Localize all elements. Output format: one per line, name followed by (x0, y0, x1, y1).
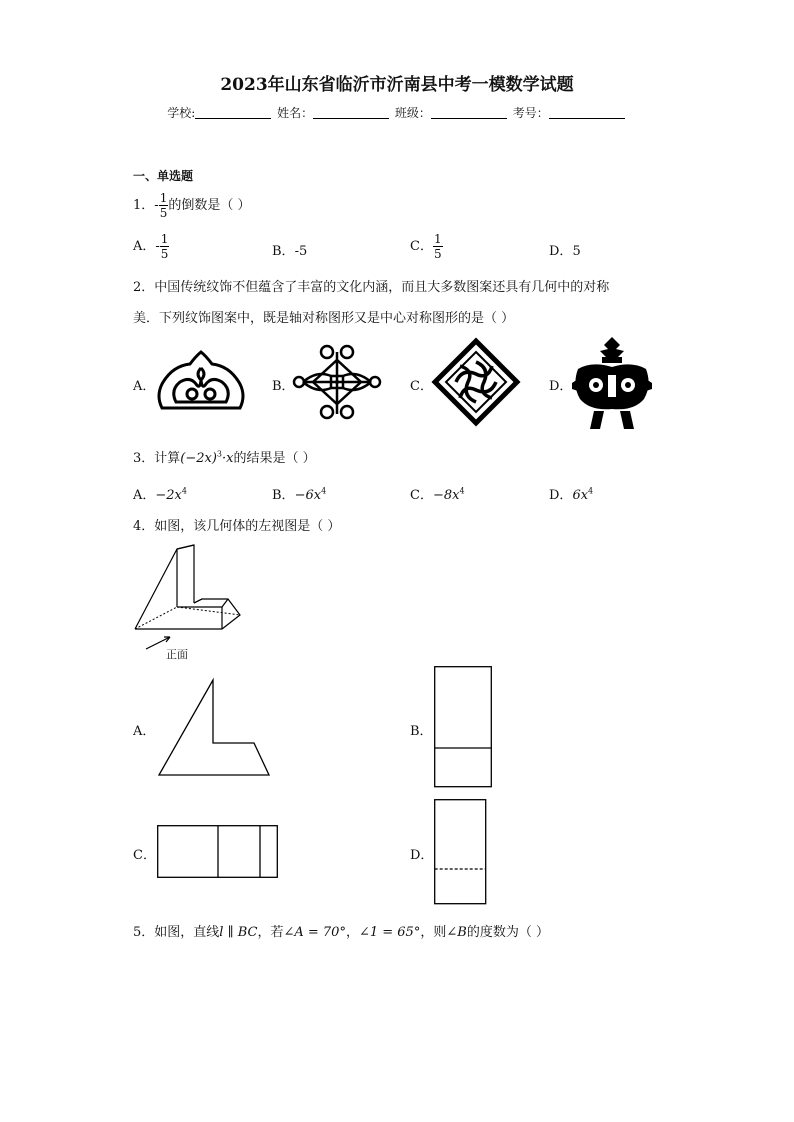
q5-angle-b: ∠B (446, 925, 467, 940)
q2-option-a-label: A． (133, 379, 156, 394)
q3-expression: (−2x) (180, 451, 217, 466)
name-blank (313, 106, 389, 119)
q4-option-a-figure (158, 679, 270, 777)
q3-option-a: A．$-2x^4$ (133, 486, 187, 503)
number-label: 考号： (512, 106, 549, 120)
q1-option-c: C． $\frac{1}{5}$ (410, 232, 442, 261)
question-5: 5．如图，直线l ∥ BC，若∠A = 70°，∠1 = 65°，则∠B的度数为（ ） (133, 925, 549, 940)
q5-angle-a: ∠A = 70° (283, 925, 346, 940)
q1-option-d: D．5 (549, 244, 581, 259)
q3-option-b: B．$-6x^4$ (272, 486, 327, 503)
student-info-line (0, 104, 794, 121)
q4-option-a-label: A． (133, 724, 156, 739)
q1-neg: - (154, 198, 159, 213)
q1-option-a: A．- $\frac{1}{5}$ (133, 232, 169, 261)
q4-option-d-label: D． (410, 848, 434, 863)
q2-option-d-label: D． (549, 379, 573, 394)
q4-option-b-label: B． (410, 724, 433, 739)
question-4: 4．如图，该几何体的左视图是（ ） (133, 519, 341, 534)
q2-option-b-label: B． (272, 379, 295, 394)
page-title: 2023年山东省临沂市沂南县中考一模数学试题 (220, 75, 574, 95)
name-label: 姓名： (277, 106, 314, 120)
q1-fraction: $\frac{1}{5}$ (159, 191, 168, 220)
q4-solid-figure (132, 543, 252, 643)
q1-number: 1． (133, 198, 155, 213)
q1-text: 的倒数是（ ） (168, 198, 251, 213)
pattern-c-figure (432, 338, 520, 426)
q3-option-c: C．$-8x^4$ (410, 486, 465, 503)
section-heading: 一、单选题 (133, 169, 194, 183)
class-blank (431, 106, 507, 119)
school-blank (195, 106, 271, 119)
q2-line-2: 美．下列纹饰图案中，既是轴对称图形又是中心对称图形的是（ ） (133, 311, 515, 326)
question-1 (133, 191, 250, 220)
q4-option-c-figure (157, 825, 279, 879)
q5-angle-1: ∠1 = 65° (358, 925, 421, 940)
q2-line-1: 2．中国传统纹饰不但蕴含了丰富的文化内涵，而且大多数图案还具有几何中的对称 (133, 280, 610, 295)
pattern-d-figure (572, 335, 652, 431)
q5-parallel: l ∥ BC (219, 925, 258, 940)
pattern-b-figure (293, 344, 381, 420)
q1-option-b: B．-5 (272, 244, 308, 259)
question-3: 3．计算$(-2x)^3\cdot x$的结果是（ ） (133, 449, 316, 466)
q3-option-d: D．$6x^4$ (549, 486, 594, 503)
q4-option-d-figure (434, 799, 488, 905)
q2-option-c-label: C． (410, 379, 433, 394)
q4-option-c-label: C． (133, 848, 156, 863)
q4-option-b-figure (434, 666, 492, 788)
class-label: 班级： (394, 106, 431, 120)
school-label: 学校: (167, 106, 196, 120)
number-blank (549, 106, 625, 119)
pattern-a-figure (154, 350, 248, 416)
front-label: 正面 (166, 648, 188, 661)
